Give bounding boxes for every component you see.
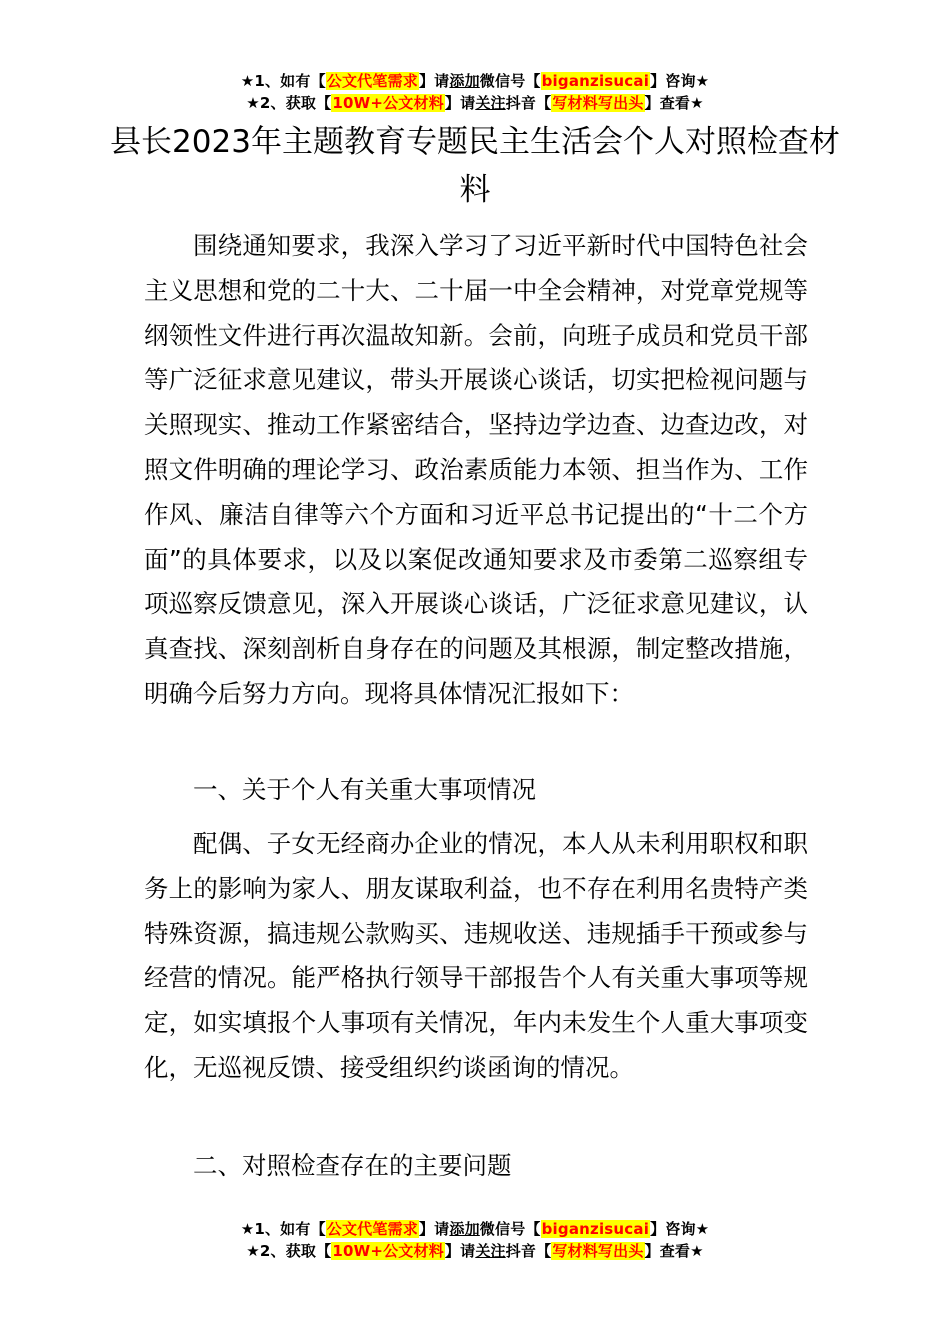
section-1-heading-block [144, 768, 808, 813]
highlight-douyin-account: 写材料写出头 [552, 94, 644, 112]
banner-line-1: ★1、如有【公文代笔需求】请添加微信号【biganzisucai】咨询★ [240, 72, 710, 90]
section-1-heading: 一、关于个人有关重大事项情况 [193, 775, 536, 804]
highlight-douyin-account: 写材料写出头 [552, 1242, 644, 1260]
highlight-materials: 10W+公文材料 [332, 1242, 444, 1260]
section-2-heading: 二、对照检查存在的主要问题 [193, 1151, 512, 1180]
intro-paragraph [144, 224, 808, 717]
banner-line-2: ★2、获取【10W+公文材料】请关注抖音【写材料写出头】查看★ [246, 94, 704, 112]
section-1-paragraph [144, 822, 808, 1091]
footer-banner [0, 1218, 950, 1262]
highlight-materials: 10W+公文材料 [332, 94, 444, 112]
banner-line-2: ★2、获取【10W+公文材料】请关注抖音【写材料写出头】查看★ [246, 1242, 704, 1260]
section-1-text: 配偶、子女无经商办企业的情况，本人从未利用职权和职务上的影响为家人、朋友谋取利益，也不存在利用名贵特产类特殊资源，搞违规公款购买、违规收送、违规插手干预或参与经营的情况。能严格执行领导干部报告个人有关重大事项等规定，如实填报个人事项有关情况，年内未发生个人重大事项变化，无巡视反馈、接受组织约谈函询的情况。 [144, 829, 808, 1082]
highlight-service: 公文代笔需求 [326, 72, 418, 90]
highlight-wechat-id: biganzisucai [541, 1220, 650, 1238]
document-title: 县长2023年主题教育专题民主生活会个人对照检查材料 [110, 124, 840, 208]
section-2-heading-block [144, 1144, 808, 1189]
banner-line-1: ★1、如有【公文代笔需求】请添加微信号【biganzisucai】咨询★ [240, 1220, 710, 1238]
highlight-service: 公文代笔需求 [326, 1220, 418, 1238]
intro-text: 围绕通知要求，我深入学习了习近平新时代中国特色社会主义思想和党的二十大、二十届一中全会精神，对党章党规等纲领性文件进行再次温故知新。会前，向班子成员和党员干部等广泛征求意见建议，带头开展谈心谈话，切实把检视问题与关照现实、推动工作紧密结合，坚持边学边查、边查边改，对照文件明确的理论学习、政治素质能力本领、担当作为、工作作风、廉洁自律等六个方面和习近平总书记提出的“十二个方面”的具体要求，以及以案促改通知要求及市委第二巡察组专项巡察反馈意见，深入开展谈心谈话，广泛征求意见建议，认真查找、深刻剖析自身存在的问题及其根源，制定整改措施，明确今后努力方向。现将具体情况汇报如下： [144, 231, 808, 708]
highlight-wechat-id: biganzisucai [541, 72, 650, 90]
header-banner [0, 70, 950, 114]
